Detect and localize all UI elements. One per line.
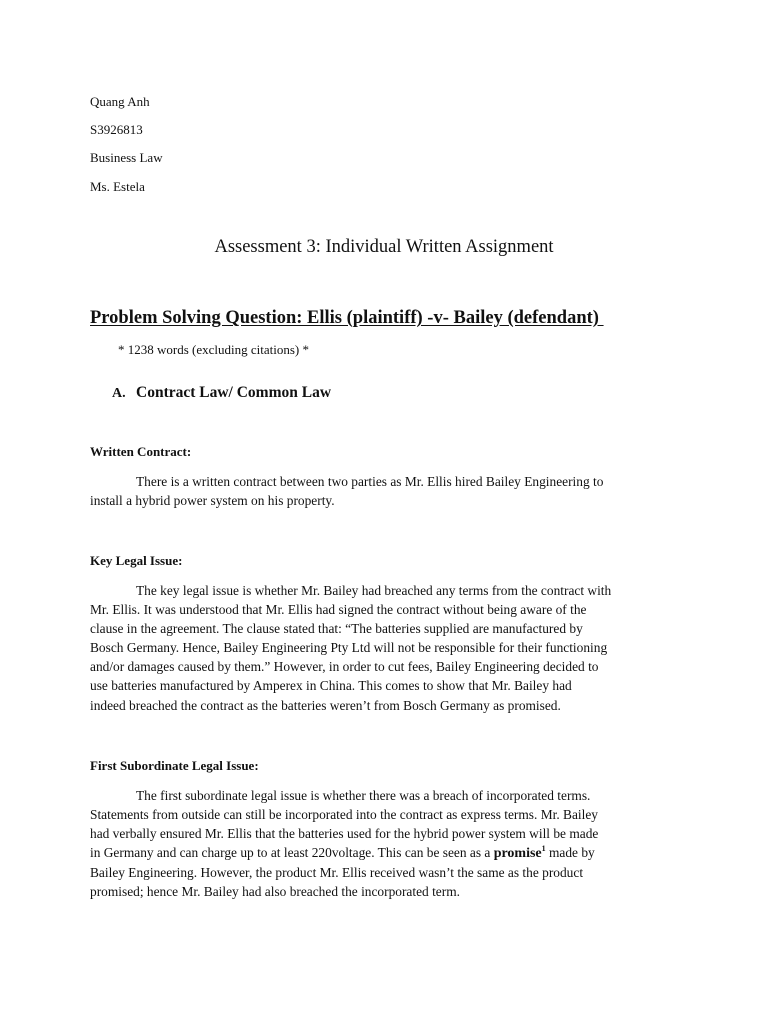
document-title: Assessment 3: Individual Written Assignment [214,237,554,257]
paragraph-line: indeed breached the contract as the batteries weren’t from Bosch Germany as promised. [90,697,561,713]
paragraph-line: Bosch Germany. Hence, Bailey Engineering Pty Ltd will not be responsible for their functioning [90,640,608,656]
author-name: Quang Anh [90,94,150,109]
first-subordinate-issue-paragraph [90,786,690,902]
first-subordinate-issue-heading: First Subordinate Legal Issue: [90,758,259,773]
section-a-heading [112,383,331,404]
paragraph-line: Bailey Engineering. However, the product Mr. Ellis received wasn’t the same as the product [90,865,584,881]
course-name: Business Law [90,150,163,165]
footnote-reference[interactable]: 1 [541,844,546,854]
paragraph-line: and/or damages caused by them.” However, in order to cut fees, Bailey Engineering decided to [90,659,599,675]
paragraph-line: use batteries manufactured by Amperex in China. This comes to show that Mr. Bailey had [90,678,572,694]
paragraph-line: The first subordinate legal issue is whether there was a breach of incorporated terms. [136,788,591,803]
paragraph-line: had verbally ensured Mr. Ellis that the batteries used for the hybrid power system will be made [90,826,599,842]
key-legal-issue-paragraph [90,581,690,715]
instructor-name: Ms. Estela [90,179,145,194]
paragraph-line: The key legal issue is whether Mr. Bailey had breached any terms from the contract with [136,583,612,598]
problem-heading: Problem Solving Question: Ellis (plaintiff) -v- Bailey (defendant) [90,308,604,328]
written-contract-heading: Written Contract: [90,444,192,459]
promise-line-after: made by [545,845,595,861]
section-a-title: Contract Law/ Common Law [136,384,332,401]
key-legal-issue-heading: Key Legal Issue: [90,553,183,568]
paragraph-line: promised; hence Mr. Bailey had also breached the incorporated term. [90,884,460,900]
section-a-letter: A. [112,386,126,401]
paragraph-line: clause in the agreement. The clause stated that: “The batteries supplied are manufactured by [90,621,583,637]
paragraph-line: Statements from outside can still be incorporated into the contract as express terms. Mr. Bailey [90,807,598,823]
word-count-note: * 1238 words (excluding citations) * [118,342,309,357]
paragraph-line: install a hybrid power system on his property. [90,493,335,509]
student-id: S3926813 [90,122,143,137]
paragraph-line: There is a written contract between two parties as Mr. Ellis hired Bailey Engineering to [136,474,604,489]
paragraph-line-with-footnote [90,843,690,863]
promise-bold-word: promise [493,846,542,862]
paragraph-line: Mr. Ellis. It was understood that Mr. Ellis had signed the contract without being aware of the [90,602,587,618]
promise-line-before: in Germany and can charge up to at least 220voltage. This can be seen as a [90,845,494,861]
written-contract-paragraph [90,472,690,510]
